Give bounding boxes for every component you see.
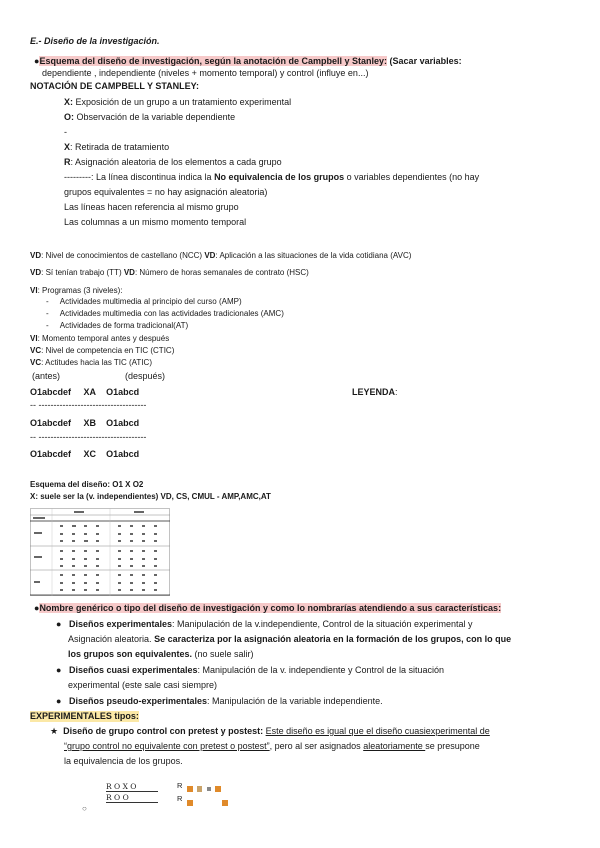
item-underline-3: aleatoriamente xyxy=(363,741,426,751)
experimentales-title: EXPERIMENTALES tipos: xyxy=(30,711,139,721)
vi2-key: VI xyxy=(30,334,38,343)
schema-line-2: X: suele ser la (v. independientes) VD, CS, CMUL - AMP,AMC,AT xyxy=(30,492,271,501)
program-item-text: Actividades multimedia con las actividades tradicionales (AMC) xyxy=(59,309,284,318)
notation-xr-key: X xyxy=(64,142,71,152)
orange-square-icon xyxy=(187,800,193,806)
cuasi-key: Diseños cuasi experimentales xyxy=(68,665,198,675)
item-underline-1: Este diseño es igual que el diseño cuasiexperimental de xyxy=(265,726,490,736)
section-title: E.- Diseño de la investigación. xyxy=(30,36,160,46)
program-item-text: Actividades de forma tradicional(AT) xyxy=(59,321,189,330)
design-post: O1abcd xyxy=(106,418,140,428)
separator-line: -- ------------------------------------ xyxy=(30,432,147,442)
design-row xyxy=(30,387,139,398)
item-cuasi xyxy=(56,665,444,676)
bullet-nombre xyxy=(34,603,501,614)
exp-line2-a: Asignación aleatoria. xyxy=(68,634,155,644)
exp-line2-b: Se caracteriza por la asignación aleatoria en la formación de los grupos, con lo que xyxy=(154,634,512,644)
bullet-nombre-heading: Nombre genérico o tipo del diseño de investigación y como lo nombrarías atendiendo a sus características: xyxy=(39,603,502,613)
design-row xyxy=(30,449,139,460)
program-item: - Actividades de forma tradicional(AT) xyxy=(46,321,189,330)
vd4-text: : Número de horas semanales de contrato (HSC) xyxy=(134,268,309,277)
vd-line-2 xyxy=(30,268,309,278)
vd4-key: VD xyxy=(123,268,135,277)
notation-line-c: grupos equivalentes = no hay asignación aleatoria) xyxy=(64,187,268,197)
bullet-esquema-paren: (Sacar variables: xyxy=(389,56,462,66)
mini-color-icons-row-2 xyxy=(187,794,228,812)
design-pre: O1abcdef xyxy=(30,418,72,428)
design-post: O1abcd xyxy=(106,387,140,397)
bullet-dot: ● xyxy=(34,56,40,66)
pseudo-key: Diseños pseudo-experimentales xyxy=(68,696,207,706)
mini-design-row-2: R O O xyxy=(106,793,129,802)
vc2-text: : Actitudes hacia las TIC (ATIC) xyxy=(41,358,152,367)
vc-atic xyxy=(30,358,152,368)
vd3-text: : Sí tenían trabajo (TT) xyxy=(41,268,124,277)
notation-r-key: R xyxy=(64,157,71,167)
vc1-text: : Nivel de competencia en TIC (CTIC) xyxy=(41,346,175,355)
bullet-esquema xyxy=(34,56,462,67)
notation-x-text: Exposición de un grupo a un tratamiento experimental xyxy=(75,97,292,107)
design-treat: XB xyxy=(83,418,97,428)
label-antes: (antes) xyxy=(32,371,61,381)
schema-line-1 xyxy=(30,480,143,490)
figure-icon xyxy=(207,787,211,791)
mini-design-row-1: R O X O xyxy=(106,782,137,791)
vd1-text: : Nivel de conocimientos de castellano (NCC) xyxy=(41,251,205,260)
bullet-dot: ● xyxy=(56,619,62,629)
notation-r xyxy=(64,157,282,168)
notation-rows: Las líneas hacen referencia al mismo grupo xyxy=(64,202,239,212)
vi-programas xyxy=(30,286,122,296)
vc-ctic xyxy=(30,346,174,356)
figure-icon xyxy=(197,786,202,792)
exp-line3-a: los grupos son equivalentes. xyxy=(68,649,193,659)
notation-dash: - xyxy=(64,127,67,137)
notation-line-b: o variables dependientes (no hay xyxy=(344,172,480,182)
notation-o xyxy=(64,112,235,123)
notation-x xyxy=(64,97,291,108)
bullet-dot: ● xyxy=(56,696,62,706)
small-circle-icon: ○ xyxy=(82,804,87,813)
vd2-text: : Aplicación a las situaciones de la vida cotidiana (AVC) xyxy=(215,251,412,260)
design-post: O1abcd xyxy=(106,449,140,459)
mini-underline xyxy=(106,802,158,803)
exp-line-2 xyxy=(68,634,511,645)
cuasi-line-2: experimental (este sale casi siempre) xyxy=(68,680,218,690)
exp-text: : Manipulación de la v.independiente, Control de la situación experimental y xyxy=(172,619,473,629)
bullet-dot: ● xyxy=(34,603,40,613)
exp-line3-b: (no suele salir) xyxy=(192,649,254,659)
notation-title: NOTACIÓN DE CAMPBELL Y STANLEY: xyxy=(30,81,200,91)
item-end: se presupone xyxy=(425,741,480,751)
orange-square-icon xyxy=(215,786,221,792)
pseudo-text: : Manipulación de la variable independiente. xyxy=(207,696,383,706)
separator-line: -- ------------------------------------ xyxy=(30,400,147,410)
design-row xyxy=(30,418,139,429)
notation-line xyxy=(64,172,479,183)
vi1-key: VI xyxy=(30,286,38,295)
notation-o-key: O: xyxy=(64,112,74,122)
item-experimentales xyxy=(56,619,473,630)
vd-line-1 xyxy=(30,251,411,261)
design-table-svg xyxy=(30,508,170,596)
bullet-esquema-heading: Esquema del diseño de investigación, según la anotación de Campbell y Stanley: xyxy=(39,56,388,66)
program-item-text: Actividades multimedia al principio del curso (AMP) xyxy=(59,297,242,306)
vi-momento xyxy=(30,334,169,344)
item-underline-2: “grupo control no equivalente con pretest o postest” xyxy=(64,741,270,751)
notation-cols: Las columnas a un mismo momento temporal xyxy=(64,217,247,227)
program-item: - Actividades multimedia al principio del curso (AMP) xyxy=(46,297,242,306)
item-bold: Diseño de grupo control con pretest y postest: xyxy=(63,726,266,736)
leyenda-label: LEYENDA xyxy=(352,387,396,397)
vc2-key: VC xyxy=(30,358,42,367)
design-pre: O1abcdef xyxy=(30,449,72,459)
design-treat: XC xyxy=(83,449,97,459)
star-icon: ★ xyxy=(50,726,59,736)
vc1-key: VC xyxy=(30,346,42,355)
item-mid: , pero al ser asignados xyxy=(269,741,364,751)
notation-r-text: : Asignación aleatoria de los elementos a cada grupo xyxy=(70,157,282,167)
schema-formula: O1 X O2 xyxy=(112,480,144,489)
design-treat: XA xyxy=(83,387,97,397)
mini-r-label-1: R xyxy=(177,781,183,790)
bullet-esquema-continuation: dependiente , independiente (niveles + momento temporal) y control (influye en...) xyxy=(42,68,369,78)
design-table-image xyxy=(30,508,170,596)
orange-square-icon xyxy=(222,800,228,806)
notation-line-a: ---------: La línea discontinua indica la xyxy=(64,172,215,182)
experimentales-item-line-2 xyxy=(64,741,480,752)
schema-label: Esquema del diseño: xyxy=(30,480,113,489)
vi2-text: : Momento temporal antes y después xyxy=(37,334,170,343)
leyenda-colon: : xyxy=(395,387,398,397)
mini-underline xyxy=(106,791,158,792)
experimentales-item xyxy=(50,726,490,737)
cuasi-text: : Manipulación de la v. independiente y Control de la situación xyxy=(197,665,445,675)
notation-xr-text: : Retirada de tratamiento xyxy=(70,142,170,152)
vd2-key: VD xyxy=(204,251,216,260)
program-item: - Actividades multimedia con las actividades tradicionales (AMC) xyxy=(46,309,284,318)
notation-line-bold: No equivalencia de los grupos xyxy=(214,172,345,182)
item-pseudo xyxy=(56,696,383,707)
bullet-dot: ● xyxy=(56,665,62,675)
orange-square-icon xyxy=(187,786,193,792)
experimentales-item-line-3: la equivalencia de los grupos. xyxy=(64,756,183,766)
notation-xr xyxy=(64,142,169,153)
vd1-key: VD xyxy=(30,251,42,260)
notation-o-text: Observación de la variable dependiente xyxy=(76,112,236,122)
vd3-key: VD xyxy=(30,268,42,277)
design-pre: O1abcdef xyxy=(30,387,72,397)
label-despues: (después) xyxy=(125,371,166,381)
exp-key: Diseños experimentales xyxy=(68,619,173,629)
notation-x-key: X: xyxy=(64,97,73,107)
leyenda xyxy=(352,387,398,398)
exp-line-3 xyxy=(68,649,254,660)
mini-r-label-2: R xyxy=(177,794,183,803)
vi1-text: : Programas (3 niveles): xyxy=(37,286,123,295)
